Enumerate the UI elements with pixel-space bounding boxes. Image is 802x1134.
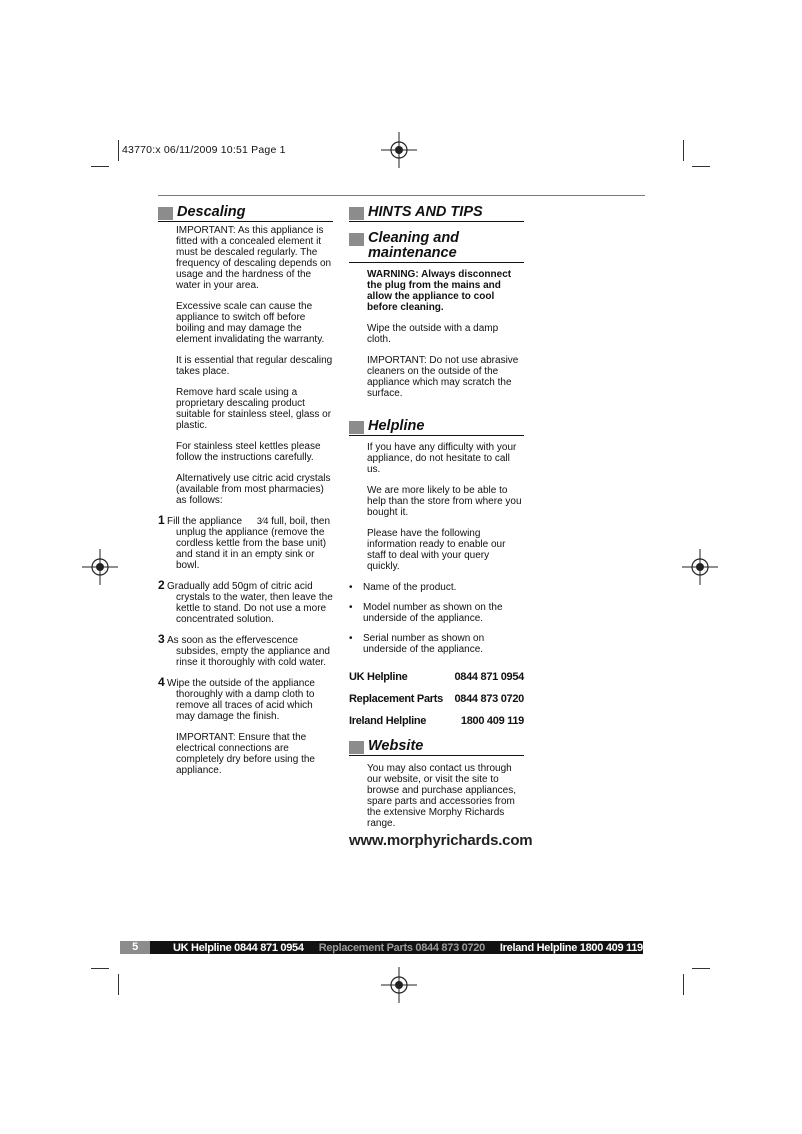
- page-number: 5: [120, 941, 150, 954]
- registration-mark-icon: [381, 967, 417, 1003]
- step-text: appliance thoroughly with a damp cloth to remove all traces of acid which may damage the finish.: [176, 678, 315, 722]
- step-2: [158, 578, 333, 625]
- step-text-lead: Wipe the outside of the: [167, 678, 270, 689]
- contact-label: Ireland Helpline: [349, 715, 427, 727]
- website-heading: [349, 739, 524, 756]
- descaling-electrical: IMPORTANT: Ensure that the electrical connections are completely dry before using the appliance.: [176, 732, 315, 776]
- contact-label: Replacement Parts: [349, 693, 443, 705]
- descaling-remove-scale: Remove hard scale using a proprietary descaling product suitable for stainless steel, glass or plastic.: [176, 387, 332, 431]
- crop-mark: [118, 140, 119, 161]
- hints-heading-text: HINTS AND TIPS: [368, 204, 483, 220]
- hints-column: [349, 204, 533, 849]
- step-text-lead: Gradually add 50gm of citric: [167, 581, 292, 592]
- bullet-icon: •: [349, 602, 353, 613]
- descaling-heading: [158, 205, 333, 222]
- list-item-text: Name of the product.: [363, 582, 457, 593]
- helpline-store: We are more likely to be able to help than the store from where you bought it.: [367, 485, 522, 518]
- crop-mark: [91, 166, 109, 167]
- descaling-stainless: For stainless steel kettles please follow the instructions carefully.: [176, 441, 321, 463]
- list-item-text: Model number as shown on the underside of the appliance.: [363, 602, 503, 624]
- descaling-column: [158, 205, 333, 786]
- descaling-essential: It is essential that regular descaling takes place.: [176, 355, 333, 377]
- footer-ireland-helpline: Ireland Helpline 1800 409 119: [499, 941, 643, 954]
- list-item: [349, 633, 524, 655]
- website-text: You may also contact us through our website, or visit the site to browse and purchase appliances, spare parts and accessories from the extensive Morphy Richards range.: [367, 763, 516, 829]
- step-4: [158, 675, 333, 722]
- step-text-lead: As soon as the effervescence: [167, 635, 299, 646]
- crop-mark: [683, 140, 684, 161]
- crop-mark: [118, 974, 119, 995]
- contact-number: 0844 873 0720: [454, 693, 524, 705]
- list-item-text: Serial number as shown on underside of the appliance.: [363, 633, 485, 655]
- step-text-lead: Fill the appliance: [167, 516, 243, 527]
- step-number: 2: [158, 578, 165, 592]
- step-number: 1: [158, 513, 165, 527]
- registration-mark-icon: [682, 549, 718, 585]
- cleaning-wipe: Wipe the outside with a damp cloth.: [367, 323, 499, 345]
- heading-square-icon: [349, 233, 364, 246]
- helpline-info: Please have the following information ready to enable our staff to deal with your query quickly.: [367, 528, 506, 572]
- crop-mark: [692, 968, 710, 969]
- cleaning-warning: WARNING: Always disconnect the plug from the mains and allow the appliance to cool before cleaning.: [367, 269, 512, 313]
- contact-row-uk: [349, 671, 524, 693]
- list-item: [349, 602, 524, 624]
- footer-replacement-parts: Replacement Parts 0844 873 0720: [318, 941, 485, 954]
- cleaning-heading-line2: maintenance: [368, 245, 457, 261]
- step-number: 4: [158, 675, 165, 689]
- step-text: full, boil, then unplug the appliance (remove the cordless kettle from the base unit) and stand it in an empty sink or bowl.: [176, 516, 331, 571]
- helpline-heading: [349, 419, 524, 436]
- fraction: 3⁄4: [256, 516, 269, 526]
- heading-square-icon: [349, 741, 364, 754]
- cleaning-heading-line1: Cleaning and: [368, 230, 460, 246]
- crop-mark: [91, 968, 109, 969]
- step-text: subsides, empty the appliance and rinse it thoroughly with cold water.: [176, 646, 330, 668]
- heading-square-icon: [349, 207, 364, 220]
- contact-number: 0844 871 0954: [454, 671, 524, 683]
- helpline-heading-text: Helpline: [368, 418, 425, 434]
- cleaning-important: IMPORTANT: Do not use abrasive cleaners on the outside of the appliance which may scratch the surface.: [367, 355, 519, 399]
- contact-number: 1800 409 119: [460, 715, 524, 727]
- step-3: [158, 632, 333, 668]
- registration-mark-icon: [381, 132, 417, 168]
- step-number: 3: [158, 632, 165, 646]
- crop-mark: [683, 974, 684, 995]
- descaling-important: IMPORTANT: As this appliance is fitted with a concealed element it must be descaled regularly. The frequency of descaling depends on usage and the hardness of the water in your area.: [176, 225, 332, 291]
- crop-mark: [692, 166, 710, 167]
- bullet-icon: •: [349, 582, 353, 593]
- top-rule: [158, 195, 645, 196]
- hints-heading: [349, 205, 524, 222]
- website-heading-text: Website: [368, 738, 424, 754]
- list-item: [349, 582, 524, 593]
- descaling-scale-warning: Excessive scale can cause the appliance to switch off before boiling and may damage the element invalidating the warranty.: [176, 301, 325, 345]
- bullet-icon: •: [349, 633, 353, 644]
- step-text: acid crystals to the water, then leave the kettle to stand. Do not use a more concentrated solution.: [176, 581, 333, 625]
- descaling-citric: Alternatively use citric acid crystals (available from most pharmacies) as follows:: [176, 473, 331, 506]
- contact-row-parts: [349, 693, 524, 715]
- heading-square-icon: [349, 421, 364, 434]
- contact-label: UK Helpline: [349, 671, 408, 683]
- contact-row-ireland: [349, 715, 524, 737]
- footer-bar: [120, 941, 643, 954]
- website-url[interactable]: www.morphyrichards.com: [349, 832, 533, 849]
- helpline-difficulty: If you have any difficulty with your appliance, do not hesitate to call us.: [367, 442, 517, 475]
- cleaning-heading: [349, 231, 524, 263]
- footer-uk-helpline: UK Helpline 0844 871 0954: [173, 941, 304, 954]
- descaling-heading-text: Descaling: [177, 204, 246, 220]
- registration-mark-icon: [82, 549, 118, 585]
- print-slug: 43770:x 06/11/2009 10:51 Page 1: [122, 144, 286, 156]
- step-1: [158, 513, 333, 571]
- heading-square-icon: [158, 207, 173, 220]
